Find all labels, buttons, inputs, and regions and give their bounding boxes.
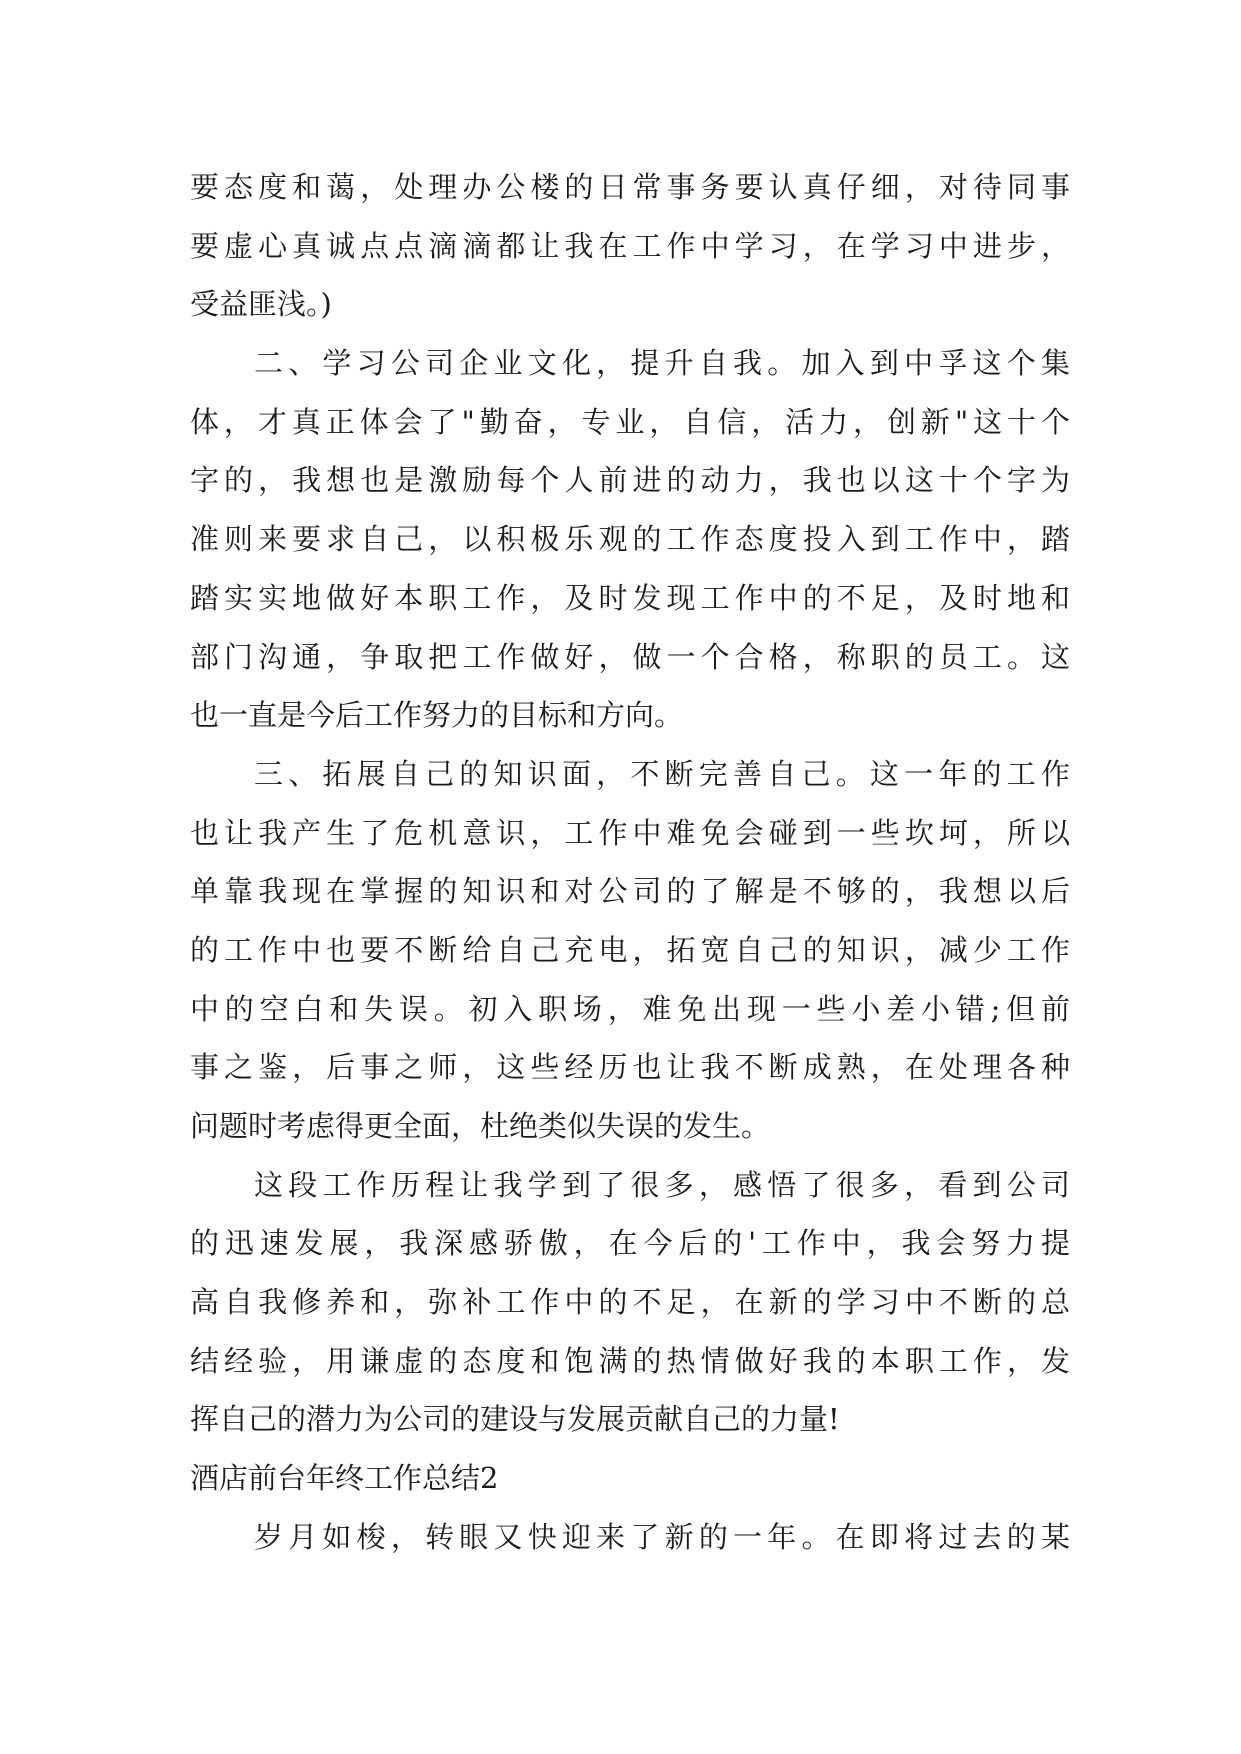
text-line-17: 问题时考虑得更全面，杜绝类似失误的发生。 xyxy=(190,1109,771,1143)
text-line-19: 的迅速发展，我深感骄傲，在今后的'工作中，我会努力提 xyxy=(190,1226,1070,1261)
text-line-22: 挥自己的潜力为公司的建设与发展贡献自己的力量! xyxy=(190,1402,840,1437)
text-line-18: 这段工作历程让我学到了很多，感悟了很多，看到公司 xyxy=(254,1167,1070,1202)
text-line-4: 二、学习公司企业文化，提升自我。加入到中孚这个集 xyxy=(254,346,1070,381)
text-line-13: 单靠我现在掌握的知识和对公司的了解是不够的，我想以后 xyxy=(190,874,1070,909)
text-line-15: 中的空白和失误。初入职场，难免出现一些小差小错;但前 xyxy=(190,991,1070,1026)
text-line-3: 受益匪浅。) xyxy=(190,287,332,322)
text-line-2: 要虚心真诚点点滴滴都让我在工作中学习，在学习中进步， xyxy=(190,228,1070,263)
document-body xyxy=(190,158,1070,1567)
text-line-10: 也一直是今后工作努力的目标和方向。 xyxy=(190,698,684,733)
text-line-1: 要态度和蔼，处理办公楼的日常事务要认真仔细，对待同事 xyxy=(190,170,1070,204)
text-line-14: 的工作中也要不断给自己充电，拓宽自己的知识，减少工作 xyxy=(190,932,1070,967)
section-heading: 酒店前台年终工作总结2 xyxy=(190,1461,499,1496)
text-line-16: 事之鉴，后事之师，这些经历也让我不断成熟，在处理各种 xyxy=(190,1050,1070,1085)
text-line-6: 字的，我想也是激励每个人前进的动力，我也以这十个字为 xyxy=(190,463,1070,498)
text-line-after-heading: 岁月如梭，转眼又快迎来了新的一年。在即将过去的某 xyxy=(254,1519,1070,1554)
text-line-7: 准则来要求自己，以积极乐观的工作态度投入到工作中，踏 xyxy=(190,522,1070,557)
text-line-20: 高自我修养和，弥补工作中的不足，在新的学习中不断的总 xyxy=(190,1285,1070,1320)
text-line-5: 体，才真正体会了"勤奋，专业，自信，活力，创新"这十个 xyxy=(190,404,1070,439)
text-line-21: 结经验，用谦虚的态度和饱满的热情做好我的本职工作，发 xyxy=(190,1343,1070,1378)
text-line-11: 三、拓展自己的知识面，不断完善自己。这一年的工作 xyxy=(254,756,1070,791)
text-line-9: 部门沟通，争取把工作做好，做一个合格，称职的员工。这 xyxy=(190,639,1070,674)
text-line-12: 也让我产生了危机意识，工作中难免会碰到一些坎坷，所以 xyxy=(190,815,1070,850)
text-line-8: 踏实实地做好本职工作，及时发现工作中的不足，及时地和 xyxy=(190,580,1070,615)
